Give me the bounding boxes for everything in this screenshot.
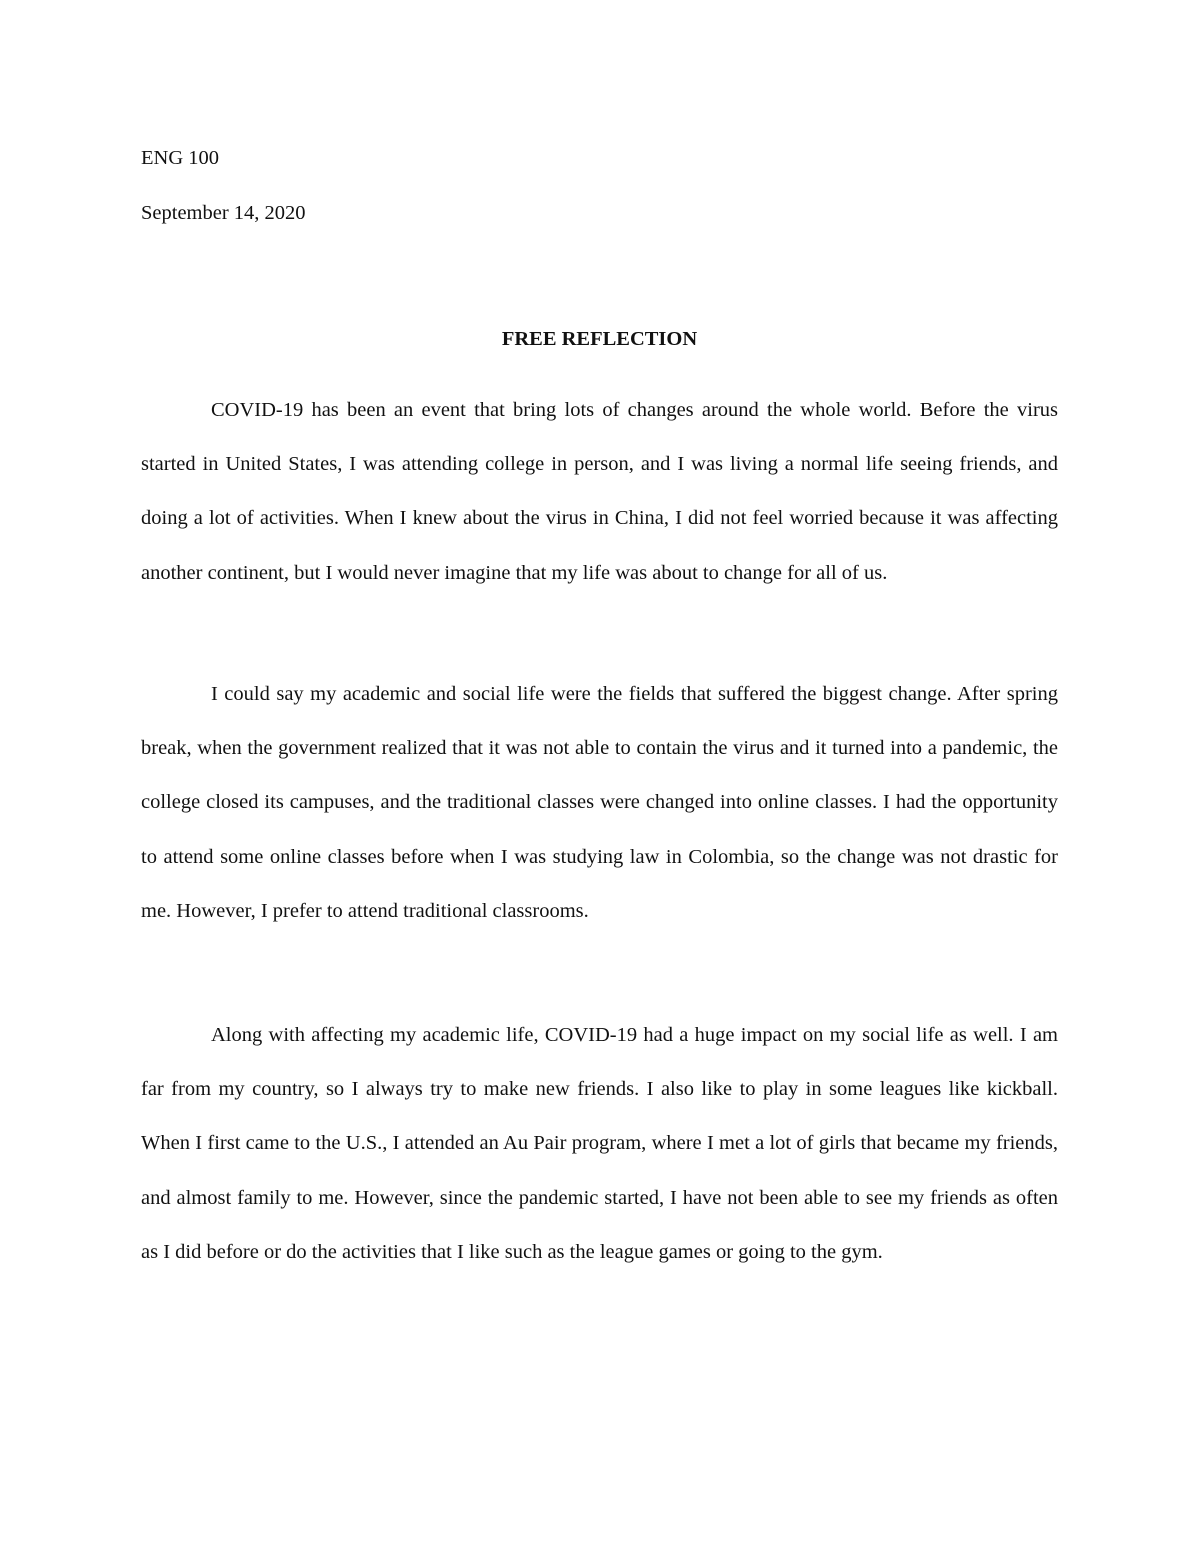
course-name: ENG 100 [141,147,220,169]
paragraph-block [141,1008,1058,1279]
paragraph-2: I could say my academic and social life were the fields that suffered the biggest change. After spring break, when the government realized that it was not able to contain the virus and it turned into a pandemic, the college closed its campuses, and the traditional classes were changed into online classes. I had the opportunity to attend some online classes before when I was studying law in Colombia, so the change was not drastic for me. However, I prefer to attend traditional classrooms. [141,683,1058,922]
document-date: September 14, 2020 [141,202,306,224]
paragraph-block [141,383,1058,600]
paragraph-block [141,667,1058,938]
paragraph-3: Along with affecting my academic life, COVID-19 had a huge impact on my social life as well. I am far from my country, so I always try to make new friends. I also like to play in some leagues like kickball. When I first came to the U.S., I attended an Au Pair program, where I met a lot of girls that became my friends, and almost family to me. However, since the pandemic started, I have not been able to see my friends as often as I did before or do the activities that I like such as the league games or going to the gym. [141,1024,1058,1263]
paragraph-1: COVID-19 has been an event that bring lots of changes around the whole world. Before the virus started in United States, I was attending college in person, and I was living a normal life seeing friends, and doing a lot of activities. When I knew about the virus in China, I did not feel worried because it was affecting another continent, but I would never imagine that my life was about to change for all of us. [141,399,1058,584]
document-title: FREE REFLECTION [501,328,698,350]
